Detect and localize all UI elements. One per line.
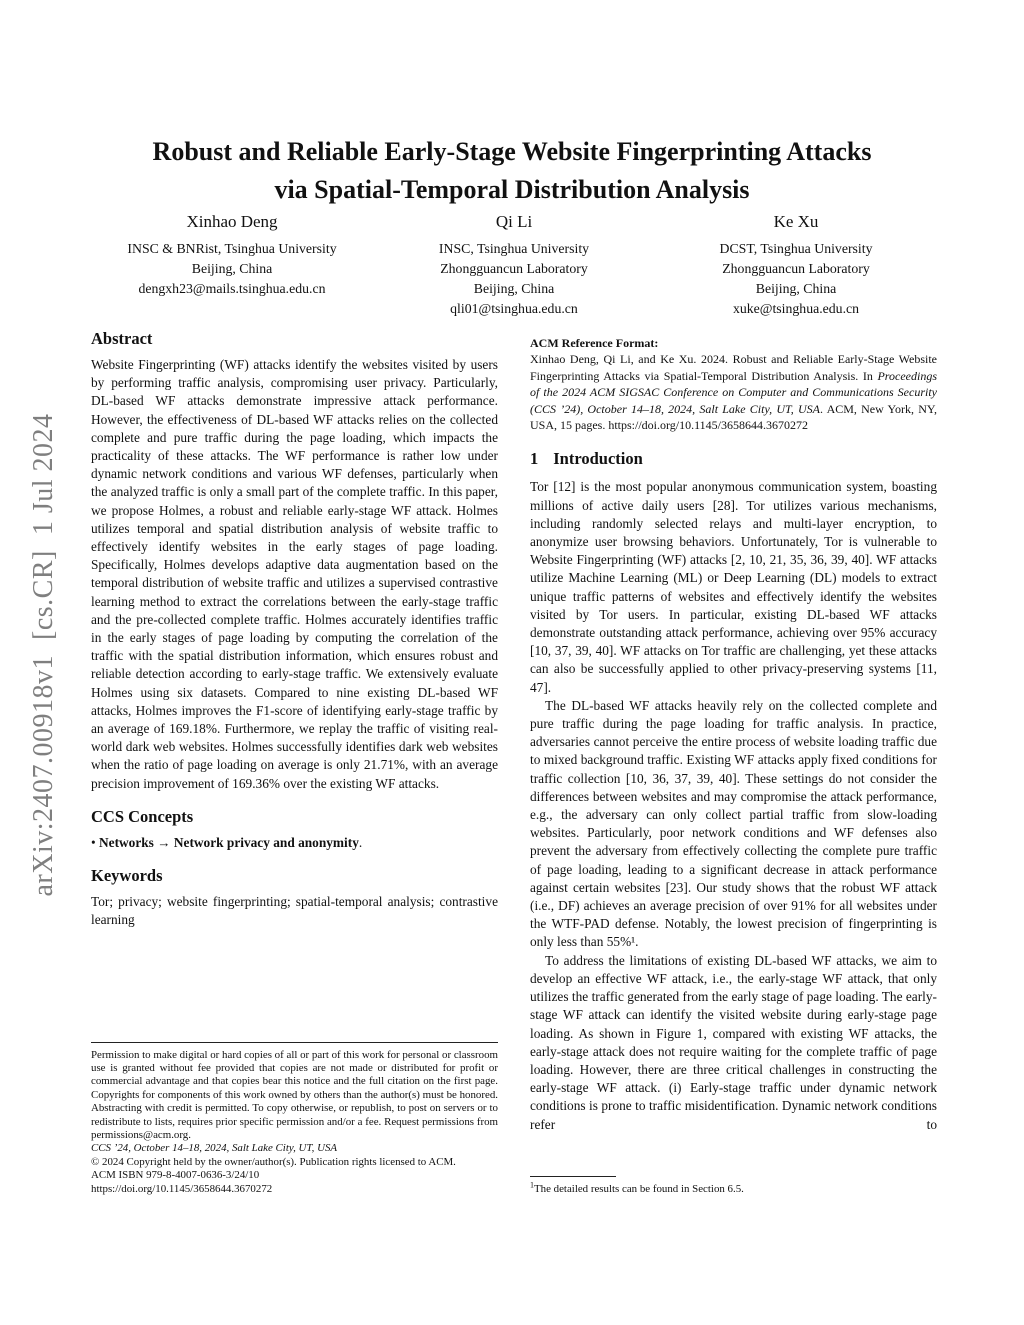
author-name: Qi Li	[495, 212, 533, 231]
author-name: Xinhao Deng	[186, 212, 278, 231]
acm-reference-text	[530, 351, 937, 433]
keywords-heading: Keywords	[91, 866, 163, 886]
author-name: Ke Xu	[773, 212, 819, 231]
author-qi-li	[373, 212, 655, 319]
author-email: qli01@tsinghua.edu.cn	[450, 301, 578, 316]
conference-line: CCS ’24, October 14–18, 2024, Salt Lake City, UT, USA	[91, 1142, 338, 1155]
ccs-category: Networks	[99, 834, 154, 850]
footnote-block	[530, 1176, 937, 1196]
permission-block	[91, 1042, 498, 1196]
author-email: xuke@tsinghua.edu.cn	[732, 301, 860, 316]
intro-paragraph-1: Tor [12] is the most popular anonymous communication system, boasting millions of active daily users [28]. Tor utilizes various mechanisms, including randomly selected relays and multi-layer encryption, to anonymize user browsing behaviors. Unfortunately, Tor is vulnerable to Website Fingerprinting (WF) attacks [2, 10, 21, 35, 36, 39, 40]. WF attacks utilize Machine Learning (ML) or Deep Learning (DL) models to extract unique traffic patterns of websites and effectively identify the websites visited by Tor users. In particular, existing DL-based WF attacks demonstrate outstanding attack performance, achieving over 95% accuracy [10, 37, 39, 40]. WF attacks on Tor traffic are challenging, yet these attacks can also be successfully applied to other privacy-preserving systems [11, 47].	[530, 479, 937, 695]
acm-ref-part3[interactable]: . ACM, New York, NY, USA, 15 pages. https://doi.org/10.1145/3658644.3670272	[530, 401, 938, 433]
acm-reference-block	[530, 335, 937, 433]
author-affiliation: INSC & BNRist, Tsinghua University	[127, 241, 337, 256]
ccs-arrow: →	[157, 834, 171, 850]
arxiv-watermark: arXiv:2407.00918v1 [cs.CR] 1 Jul 2024	[28, 413, 59, 897]
author-xinhao-deng	[91, 212, 373, 319]
footnote-text: The detailed results can be found in Section 6.5.	[534, 1183, 744, 1195]
acm-reference-heading: ACM Reference Format:	[530, 336, 659, 350]
right-column	[530, 330, 937, 1196]
acm-ref-proceedings: Proceedings of the 2024 ACM SIGSAC Conference on Computer and Communications Security (CCS ’24), October 14–18, 2024, Salt Lake City, UT, USA	[530, 368, 937, 416]
keywords-text: Tor; privacy; website fingerprinting; spatial-temporal analysis; contrastive learning	[91, 893, 498, 928]
title-line-2: via Spatial-Temporal Distribution Analysis	[274, 174, 750, 204]
author-city: Beijing, China	[473, 281, 555, 296]
ccs-concepts-heading: CCS Concepts	[91, 806, 194, 826]
intro-paragraph-3: To address the limitations of existing DL-based WF attacks, we aim to develop an effective WF attack, i.e., the early-stage WF attack, that only utilizes the traffic generated from the early stage of page loading. The early-stage WF attack can identify the visited website during early-stage page loading. As shown in Figure 1, compared with existing WF attacks, the early-stage attack does not require waiting for the complete traffic of page loading. However, there are three critical challenges in constructing the early-stage WF attack. (i) Early-stage traffic under dynamic network conditions is prone to traffic misidentification. Dynamic network conditions refer to	[530, 952, 937, 1132]
footnote-text-line	[530, 1182, 937, 1196]
author-ke-xu	[655, 212, 937, 319]
intro-paragraph-2: The DL-based WF attacks heavily rely on the collected complete and pure traffic during the page loading for traffic analysis. In practice, adversaries cannot perceive the entire process of website loading traffic due to mixed background traffic. Existing WF attacks apply fixed conditions for traffic collection [10, 36, 37, 39, 40]. These settings do not consider the differences between websites and may compromise the attack performance, e.g., the adversary can only collect partial traffic from slow-loading websites. Particularly, poor network conditions and WF defenses also prevent the adversary from effectively collecting the complete pure traffic of page loading, leading to a significant decrease in attack performance against certain websites [23]. Our study shows that the robust WF attack (i.e., DF) achieves an average precision of over 91% for all websites under the WTF-PAD defense. Notably, the lowest precision of fingerprinting is only less than 55%¹.	[530, 697, 937, 950]
abstract-heading: Abstract	[91, 329, 153, 348]
permission-rule	[91, 1042, 498, 1043]
paper-title	[0, 133, 1024, 208]
section-1-heading	[530, 450, 937, 469]
isbn-line: ACM ISBN 979-8-4007-0636-3/24/10	[91, 1169, 260, 1182]
left-column	[91, 330, 498, 1196]
author-affiliation: DCST, Tsinghua University	[719, 241, 873, 256]
footnote-rule	[530, 1176, 616, 1177]
author-email: dengxh23@mails.tsinghua.edu.cn	[138, 281, 326, 296]
section-number: 1	[530, 449, 539, 469]
author-affiliation: INSC, Tsinghua University	[438, 241, 590, 256]
abstract-text: Website Fingerprinting (WF) attacks identify the websites visited by users by performing traffic analysis, compromising user privacy. Particularly, DL-based WF attacks demonstrate impressive attack performance. However, the effectiveness of DL-based WF attacks relies on the collected complete and pure traffic during the page loading, which impacts the practicality of these attacks. The WF performance is rather low under dynamic network conditions and various WF defenses, particularly when the analyzed traffic is only a small part of the complete traffic. In this paper, we propose Holmes, a robust and reliable early-stage WF attack. Holmes utilizes temporal and spatial distribution analysis of website traffic to effectively identify websites in the early stages of page loading. Specifically, Holmes develops adaptive data augmentation based on the temporal distribution of website traffic and utilizes a supervised contrastive learning method to extract the correlations between the early-stage traffic and the pre-collected complete traffic. Holmes accurately identifies traffic in the early stages of page loading by computing the correlation of the traffic with the spatial distribution information, which ensures robust and reliable detection according to early-stage traffic. We extensively evaluate Holmes using six datasets. Compared to nine existing DL-based WF attacks, Holmes improves the F1-score of identifying early-stage traffic by an average of 169.18%. Furthermore, we replay the traffic of visiting real-world dark web websites. Holmes successfully identifies dark web websites when the ratio of page loading on average is only 21.71%, with an average precision improvement of 169.36% over the existing WF attacks.	[91, 356, 498, 791]
author-city: Beijing, China	[191, 261, 273, 276]
author-laboratory: Zhongguancun Laboratory	[440, 261, 588, 276]
author-city: Beijing, China	[755, 281, 837, 296]
permission-text: Permission to make digital or hard copies of all or part of this work for personal or classroom use is granted without fee provided that copies are not made or distributed for profit or commercial advantage and that copies bear this notice and the full citation on the first page. Copyrights for components of this work owned by others than the author(s) must be honored. Abstracting with credit is permitted. To copy otherwise, or republish, to post on servers or to redistribute to lists, requires prior specific permission and/or a fee. Request permissions from permissions@acm.org.	[91, 1048, 498, 1141]
footnote-marker: 1	[530, 1180, 534, 1190]
section-title: Introduction	[553, 449, 643, 469]
ccs-concepts-text	[91, 834, 498, 852]
title-line-1: Robust and Reliable Early-Stage Website Fingerprinting Attacks	[152, 137, 872, 166]
ccs-bullet: •	[91, 834, 96, 850]
authors-block	[91, 212, 937, 319]
acm-ref-part1: Xinhao Deng, Qi Li, and Ke Xu. 2024. Robust and Reliable Early-Stage Website Fingerprinting Attacks via Spatial-Temporal Distribution Analysis. In	[530, 352, 937, 383]
two-column-body	[91, 330, 937, 1196]
copyright-line: © 2024 Copyright held by the owner/author(s). Publication rights licensed to ACM.	[91, 1155, 456, 1168]
doi-link[interactable]: https://doi.org/10.1145/3658644.3670272	[91, 1182, 273, 1195]
ccs-concept: Network privacy and anonymity	[173, 834, 359, 850]
author-laboratory: Zhongguancun Laboratory	[722, 261, 870, 276]
ccs-period: .	[358, 834, 363, 850]
